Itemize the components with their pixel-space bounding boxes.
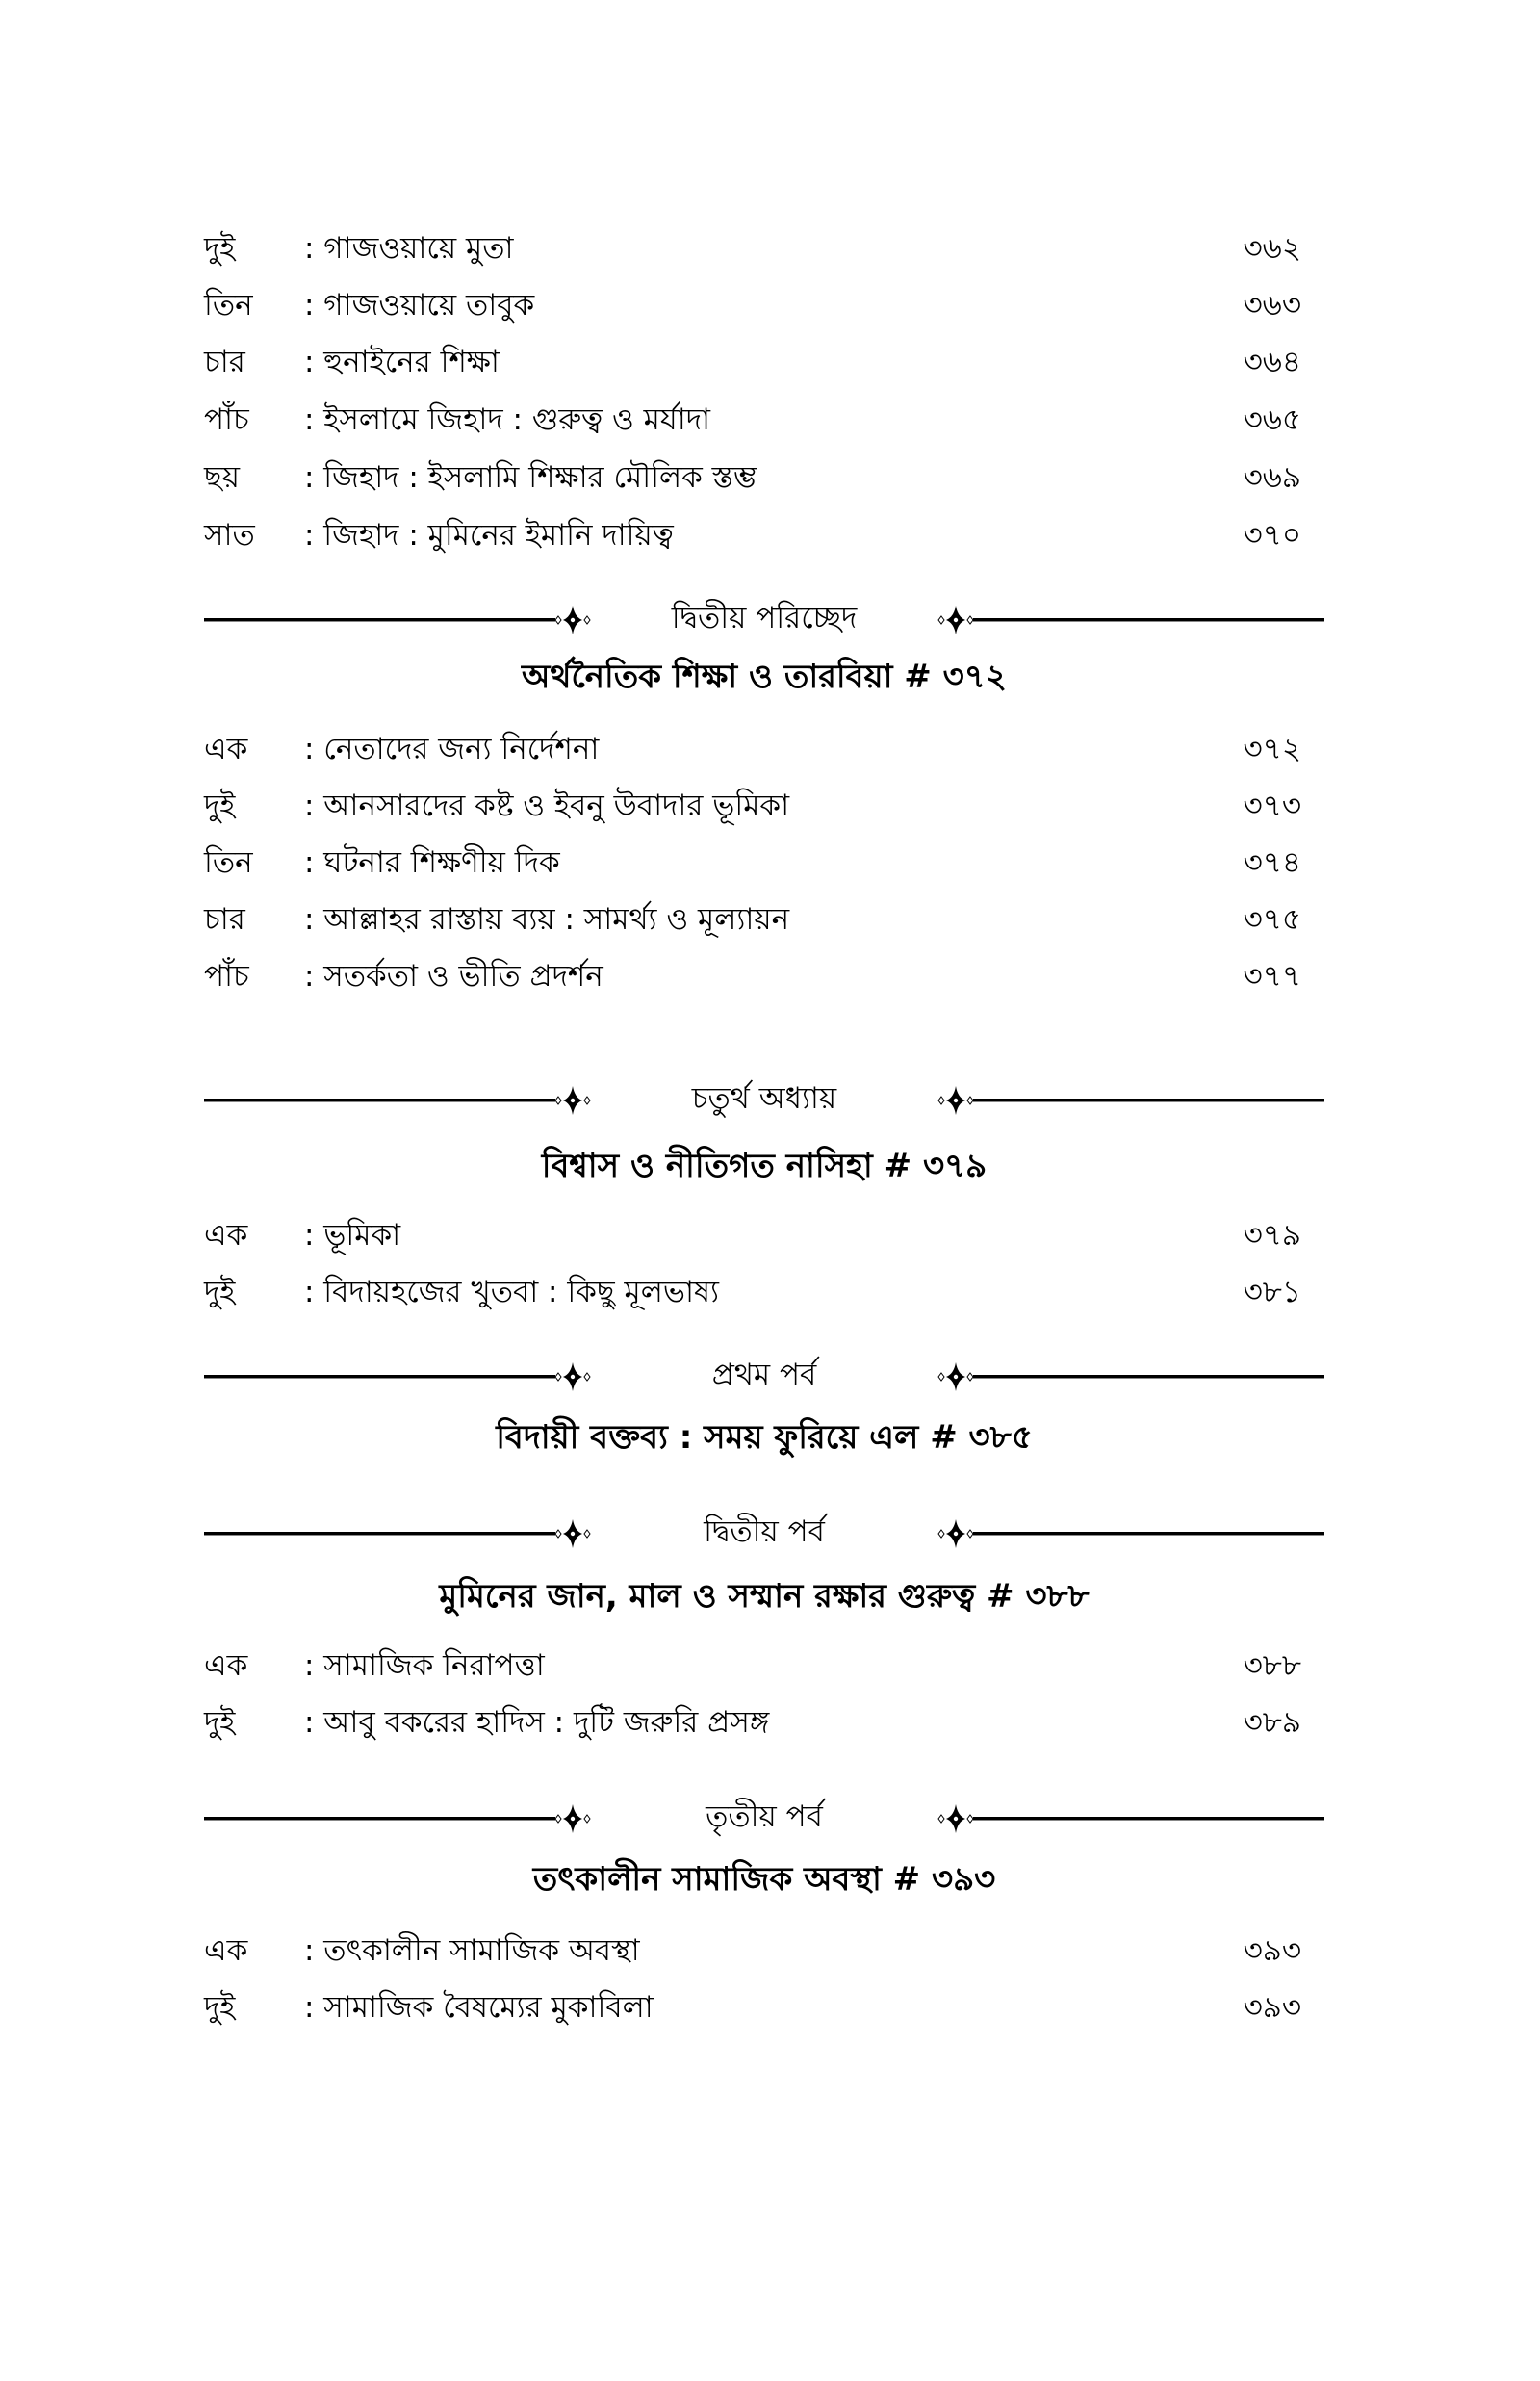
divider-label: দ্বিতীয় পর্ব xyxy=(704,1514,825,1549)
entry-page-number: ৩৭৪ xyxy=(1243,845,1301,880)
section-heading[interactable]: মুমিনের জান, মাল ও সম্মান রক্ষার গুরুত্ব # ৩৮৮ xyxy=(439,1577,1090,1616)
entry-page-number: ৩৮৯ xyxy=(1243,1705,1301,1740)
entry-ordinal: তিন xyxy=(204,845,253,880)
entry-ordinal: দুই xyxy=(204,789,236,823)
ornament-star-icon xyxy=(937,1360,975,1393)
divider-rule-right xyxy=(973,1099,1324,1102)
ornament-star-icon xyxy=(937,1084,975,1117)
entry-title: : ঘটনার শিক্ষণীয় দিক xyxy=(304,845,560,880)
entry-title: : জিহাদ : মুমিনের ইমানি দায়িত্ব xyxy=(304,518,674,553)
toc-entry[interactable] xyxy=(204,395,1324,445)
toc-entry[interactable] xyxy=(204,280,1324,330)
entry-ordinal: এক xyxy=(204,1933,248,1968)
entry-page-number: ৩৬৩ xyxy=(1243,288,1301,323)
toc-entry[interactable] xyxy=(204,1982,1324,2032)
divider-label: চতুর্থ অধ্যায় xyxy=(691,1081,837,1116)
entry-ordinal: এক xyxy=(204,732,248,766)
toc-entry[interactable] xyxy=(204,453,1324,503)
section-heading[interactable]: অর্থনৈতিক শিক্ষা ও তারবিয়া # ৩৭২ xyxy=(522,658,1007,696)
entry-title: : নেতাদের জন্য নির্দেশনা xyxy=(304,732,600,766)
section-heading[interactable]: বিশ্বাস ও নীতিগত নাসিহা # ৩৭৯ xyxy=(541,1147,988,1185)
entry-title: : ইসলামে জিহাদ : গুরুত্ব ও মর্যাদা xyxy=(304,402,711,437)
toc-entry[interactable] xyxy=(204,1641,1324,1691)
toc-entry[interactable] xyxy=(204,1267,1324,1317)
entry-ordinal: তিন xyxy=(204,288,253,323)
toc-entry[interactable] xyxy=(204,951,1324,1001)
entry-title: : গাজওয়ায়ে তাবুক xyxy=(304,288,535,323)
divider-rule-right xyxy=(973,618,1324,622)
toc-entry[interactable] xyxy=(204,510,1324,560)
entry-ordinal: এক xyxy=(204,1218,248,1253)
entry-title: : হুনাইনের শিক্ষা xyxy=(304,345,500,379)
entry-title: : আনসারদের কষ্ট ও ইবনু উবাদার ভূমিকা xyxy=(304,789,790,823)
entry-title: : আবু বকরের হাদিস : দুটি জরুরি প্রসঙ্গ xyxy=(304,1705,770,1740)
entry-title: : তৎকালীন সামাজিক অবস্থা xyxy=(304,1933,640,1968)
entry-ordinal: দুই xyxy=(204,1275,236,1309)
section-divider xyxy=(204,595,1324,643)
entry-page-number: ৩৬৪ xyxy=(1243,345,1301,379)
section-divider xyxy=(204,1509,1324,1557)
entry-page-number: ৩৬৯ xyxy=(1243,460,1301,495)
entry-ordinal: এক xyxy=(204,1648,248,1683)
divider-rule-right xyxy=(973,1817,1324,1821)
entry-page-number: ৩৭০ xyxy=(1243,518,1301,553)
entry-ordinal: ছয় xyxy=(204,460,241,495)
entry-title: : বিদায়হজের খুতবা : কিছু মূলভাষ্য xyxy=(304,1275,720,1309)
entry-ordinal: সাত xyxy=(204,518,255,553)
toc-entry[interactable] xyxy=(204,1926,1324,1976)
section-heading[interactable]: তৎকালীন সামাজিক অবস্থা # ৩৯৩ xyxy=(532,1860,996,1899)
toc-entry[interactable] xyxy=(204,724,1324,774)
divider-rule-right xyxy=(973,1375,1324,1379)
entry-title: : সতর্কতা ও ভীতি প্রদর্শন xyxy=(304,959,603,994)
entry-ordinal: পাঁচ xyxy=(204,402,249,437)
toc-entry[interactable] xyxy=(204,838,1324,888)
entry-page-number: ৩৯৩ xyxy=(1243,1933,1301,1968)
entry-ordinal: দুই xyxy=(204,1705,236,1740)
divider-label: দ্বিতীয় পরিচ্ছেদ xyxy=(671,601,858,635)
entry-ordinal: পাঁচ xyxy=(204,959,249,994)
entry-page-number: ৩৭৭ xyxy=(1243,959,1301,994)
toc-entry[interactable] xyxy=(204,1697,1324,1747)
entry-page-number: ৩৬৫ xyxy=(1243,402,1301,437)
section-divider xyxy=(204,1075,1324,1124)
entry-page-number: ৩৭৯ xyxy=(1243,1218,1301,1253)
divider-label: প্রথম পর্ব xyxy=(711,1358,817,1392)
section-divider xyxy=(204,1794,1324,1842)
entry-ordinal: চার xyxy=(204,902,245,937)
toc-entry[interactable] xyxy=(204,223,1324,273)
entry-title: : গাজওয়ায়ে মুতা xyxy=(304,231,514,266)
entry-page-number: ৩৮৮ xyxy=(1243,1648,1301,1683)
entry-ordinal: দুই xyxy=(204,231,236,266)
toc-entry[interactable] xyxy=(204,894,1324,945)
section-divider xyxy=(204,1352,1324,1400)
entry-title: : ভূমিকা xyxy=(304,1218,401,1253)
section-heading[interactable]: বিদায়ী বক্তব্য : সময় ফুরিয়ে এল # ৩৮৫ xyxy=(496,1418,1033,1457)
toc-entry[interactable] xyxy=(204,337,1324,387)
entry-title: : আল্লাহর রাস্তায় ব্যয় : সামর্থ্য ও মূল্যায়ন xyxy=(304,902,790,937)
entry-page-number: ৩৭৩ xyxy=(1243,789,1301,823)
divider-label: তৃতীয় পর্ব xyxy=(706,1799,823,1834)
entry-title: : জিহাদ : ইসলামি শিক্ষার মৌলিক স্তম্ভ xyxy=(304,460,757,495)
ornament-star-icon xyxy=(937,1802,975,1835)
entry-page-number: ৩৯৩ xyxy=(1243,1990,1301,2025)
ornament-star-icon xyxy=(937,1517,975,1550)
toc-entry[interactable] xyxy=(204,781,1324,831)
toc-entry[interactable] xyxy=(204,1210,1324,1260)
divider-rule-right xyxy=(973,1532,1324,1536)
entry-title: : সামাজিক নিরাপত্তা xyxy=(304,1648,545,1683)
ornament-star-icon xyxy=(937,604,975,636)
table-of-contents-page xyxy=(204,0,1324,2381)
entry-ordinal: দুই xyxy=(204,1990,236,2025)
entry-ordinal: চার xyxy=(204,345,245,379)
entry-page-number: ৩৮১ xyxy=(1243,1275,1301,1309)
entry-page-number: ৩৭২ xyxy=(1243,732,1301,766)
entry-title: : সামাজিক বৈষম্যের মুকাবিলা xyxy=(304,1990,654,2025)
entry-page-number: ৩৭৫ xyxy=(1243,902,1301,937)
entry-page-number: ৩৬২ xyxy=(1243,231,1301,266)
